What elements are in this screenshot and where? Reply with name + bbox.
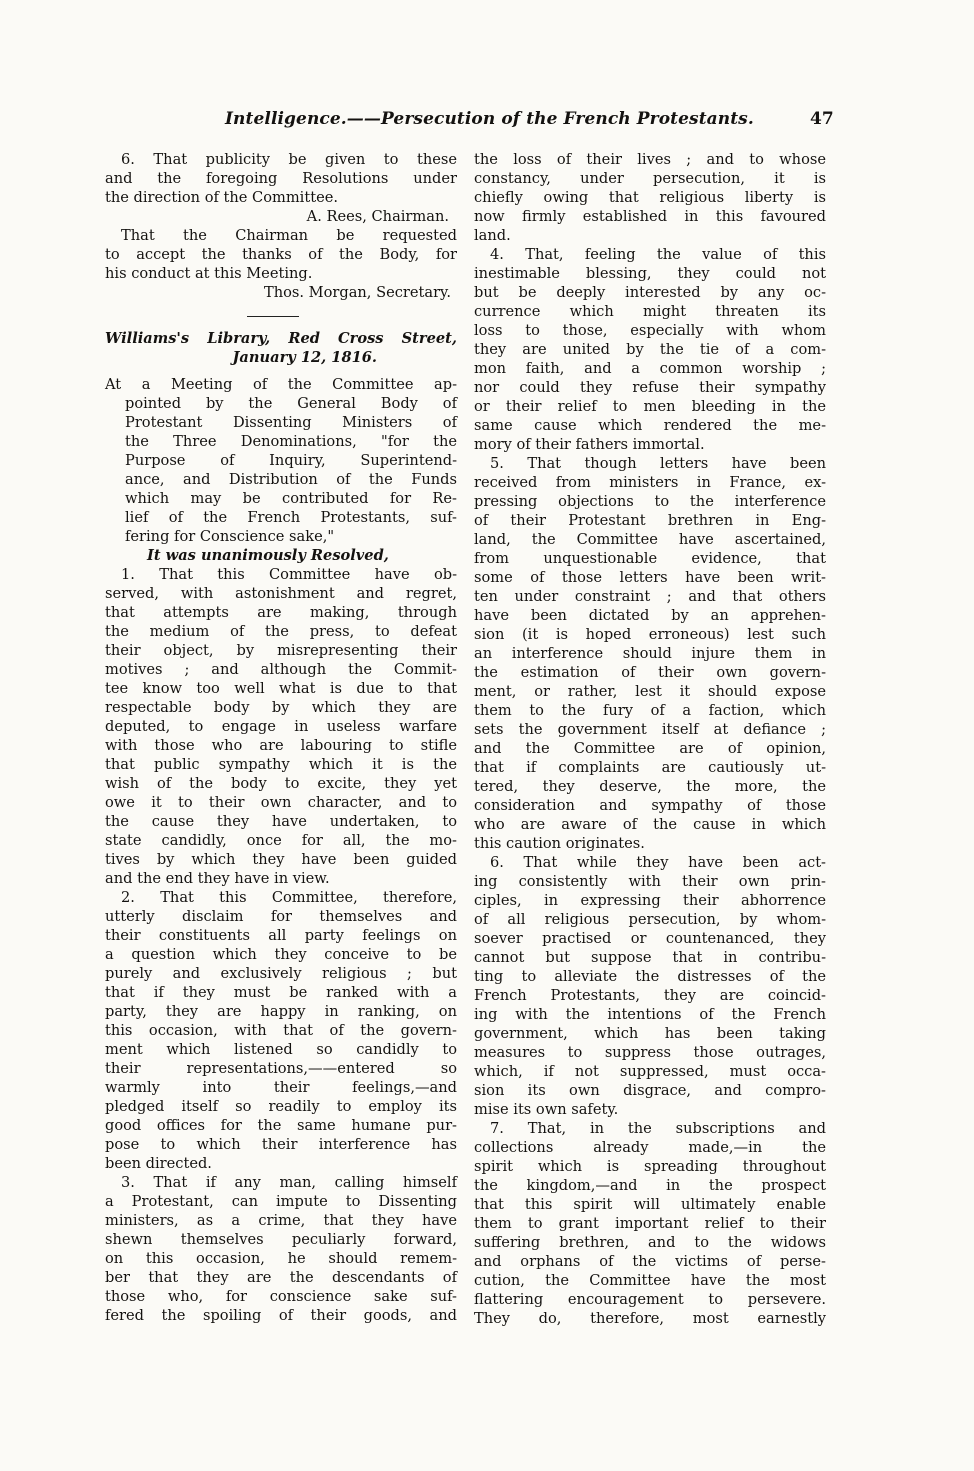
text-line: ministers, as a crime, that they have xyxy=(105,1212,457,1229)
text-line: that if complaints are cautiously ut- xyxy=(474,759,826,776)
text-line: currence which might threaten its xyxy=(474,303,826,320)
text-line: of their Protestant brethren in Eng- xyxy=(474,512,826,529)
text-line: owe it to their own character, and to xyxy=(105,794,457,811)
text-line: or their relief to men bleeding in the xyxy=(474,398,826,415)
text-line: 4. That, feeling the value of this xyxy=(490,246,826,263)
text-line: their constituents all party feelings on xyxy=(105,927,457,944)
text-line: utterly disclaim for themselves and xyxy=(105,908,457,925)
text-line: a Protestant, can impute to Dissenting xyxy=(105,1193,457,1210)
text-line: ciples, in expressing their abhorrence xyxy=(474,892,826,909)
text-line: state candidly, once for all, the mo- xyxy=(105,832,457,849)
text-line: ing with the intentions of the French xyxy=(474,1006,826,1023)
text-line: cution, the Committee have the most xyxy=(474,1272,826,1289)
text-line: sion its own disgrace, and compro- xyxy=(474,1082,826,1099)
text-line: 6. That while they have been act- xyxy=(490,854,826,871)
text-line: 5. That though letters have been xyxy=(490,455,826,472)
text-line: ance, and Distribution of the Funds xyxy=(125,471,457,488)
text-line: mise its own safety. xyxy=(474,1101,619,1118)
text-line: and the Committee are of opinion, xyxy=(474,740,826,757)
text-line: inestimable blessing, they could not xyxy=(474,265,826,282)
text-line: ting to alleviate the distresses of the xyxy=(474,968,826,985)
running-title: Intelligence.——Persecution of the French Protestants. xyxy=(225,109,754,129)
text-line: respectable body by which they are xyxy=(105,699,457,716)
text-line: land. xyxy=(474,227,511,244)
resolution-heading: It was unanimously Resolved, xyxy=(147,547,389,564)
spacer xyxy=(105,367,457,375)
text-line: ment, or rather, lest it should expose xyxy=(474,683,826,700)
text-line: but be deeply interested by any oc- xyxy=(474,284,826,301)
text-line: those who, for conscience sake suf- xyxy=(105,1288,457,1305)
text-line: tives by which they have been guided xyxy=(105,851,457,868)
chairman-signature: A. Rees, Chairman. xyxy=(306,208,449,225)
text-line: good offices for the same humane pur- xyxy=(105,1117,457,1134)
text-line: cannot but suppose that in contribu- xyxy=(474,949,826,966)
text-line: pointed by the General Body of xyxy=(125,395,457,412)
text-line: sion (it is hoped erroneous) lest such xyxy=(474,626,826,643)
text-line: That the Chairman be requested xyxy=(121,227,457,244)
text-line: received from ministers in France, ex- xyxy=(474,474,826,491)
text-line: the estimation of their own govern- xyxy=(474,664,826,681)
text-line: shewn themselves peculiarly forward, xyxy=(105,1231,457,1248)
text-line: ing consistently with their own prin- xyxy=(474,873,826,890)
text-line: and orphans of the victims of perse- xyxy=(474,1253,826,1270)
text-line: and the end they have in view. xyxy=(105,870,330,887)
text-line: nor could they refuse their sympathy xyxy=(474,379,826,396)
text-line: fering for Conscience sake," xyxy=(125,528,335,545)
text-line: who are aware of the cause in which xyxy=(474,816,826,833)
text-line: purely and exclusively religious ; but xyxy=(105,965,457,982)
text-line: Protestant Dissenting Ministers of xyxy=(125,414,457,431)
right-column xyxy=(474,150,826,1328)
text-line: chiefly owing that religious liberty is xyxy=(474,189,826,206)
text-line: They do, therefore, most earnestly xyxy=(474,1310,826,1327)
text-line: their object, by misrepresenting their xyxy=(105,642,457,659)
text-line: collections already made,—in the xyxy=(474,1139,826,1156)
text-line: a question which they conceive to be xyxy=(105,946,457,963)
text-line: deputed, to engage in useless warfare xyxy=(105,718,457,735)
text-line: on this occasion, he should remem- xyxy=(105,1250,457,1267)
text-line: 6. That publicity be given to these xyxy=(121,151,457,168)
text-line: spirit which is spreading throughout xyxy=(474,1158,826,1175)
text-line: now firmly established in this favoured xyxy=(474,208,826,225)
text-line: the kingdom,—and in the prospect xyxy=(474,1177,826,1194)
text-line: sets the government itself at defiance ; xyxy=(474,721,826,738)
text-line: suffering brethren, and to the widows xyxy=(474,1234,826,1251)
text-line: consideration and sympathy of those xyxy=(474,797,826,814)
text-line: measures to suppress those outrages, xyxy=(474,1044,826,1061)
text-line: lief of the French Protestants, suf- xyxy=(125,509,457,526)
text-line: mory of their fathers immortal. xyxy=(474,436,705,453)
text-line: ment which listened so candidly to xyxy=(105,1041,457,1058)
text-line: 3. That if any man, calling himself xyxy=(121,1174,457,1191)
text-line: pose to which their interference has xyxy=(105,1136,457,1153)
text-line: the medium of the press, to defeat xyxy=(105,623,457,640)
text-line: the cause they have undertaken, to xyxy=(105,813,457,830)
text-line: ber that they are the descendants of xyxy=(105,1269,457,1286)
text-line: of all religious persecution, by whom- xyxy=(474,911,826,928)
text-line: party, they are happy in ranking, on xyxy=(105,1003,457,1020)
text-line: flattering encouragement to persevere. xyxy=(474,1291,826,1308)
text-line: the direction of the Committee. xyxy=(105,189,338,206)
text-line: some of those letters have been writ- xyxy=(474,569,826,586)
text-line: with those who are labouring to stifle xyxy=(105,737,457,754)
text-line: have been dictated by an apprehen- xyxy=(474,607,826,624)
text-line: fered the spoiling of their goods, and xyxy=(105,1307,457,1324)
text-line: that this spirit will ultimately enable xyxy=(474,1196,826,1213)
text-line: soever practised or countenanced, they xyxy=(474,930,826,947)
secretary-signature: Thos. Morgan, Secretary. xyxy=(263,284,451,301)
text-line: 1. That this Committee have ob- xyxy=(121,566,457,583)
text-line: pressing objections to the interference xyxy=(474,493,826,510)
text-line: been directed. xyxy=(105,1155,212,1172)
text-line: an interference should injure them in xyxy=(474,645,826,662)
text-line: this caution originates. xyxy=(474,835,645,852)
text-line: this occasion, with that of the govern- xyxy=(105,1022,457,1039)
text-line: them to the fury of a faction, which xyxy=(474,702,826,719)
text-line: mon faith, and a common worship ; xyxy=(474,360,826,377)
text-line: pledged itself so readily to employ its xyxy=(105,1098,457,1115)
text-line: warmly into their feelings,—and xyxy=(105,1079,457,1096)
text-line: the loss of their lives ; and to whose xyxy=(474,151,826,168)
text-line: that if they must be ranked with a xyxy=(105,984,457,1001)
spacer xyxy=(105,321,457,329)
section-date: January 12, 1816. xyxy=(232,349,377,366)
text-line: their representations,——entered so xyxy=(105,1060,457,1077)
text-line: which may be contributed for Re- xyxy=(125,490,457,507)
text-line: 7. That, in the subscriptions and xyxy=(490,1120,826,1137)
text-line: and the foregoing Resolutions under xyxy=(105,170,457,187)
text-line: served, with astonishment and regret, xyxy=(105,585,457,602)
text-line: that public sympathy which it is the xyxy=(105,756,457,773)
text-line: his conduct at this Meeting. xyxy=(105,265,313,282)
text-line: tee know too well what is due to that xyxy=(105,680,457,697)
text-line: from unquestionable evidence, that xyxy=(474,550,826,567)
text-line: wish of the body to excite, they yet xyxy=(105,775,457,792)
text-line: the Three Denominations, "for the xyxy=(125,433,457,450)
text-line: them to grant important relief to their xyxy=(474,1215,826,1232)
page-number: 47 xyxy=(810,109,834,129)
text-line: 2. That this Committee, therefore, xyxy=(121,889,457,906)
section-heading: Williams's Library, Red Cross Street, xyxy=(105,330,457,347)
section-divider xyxy=(105,302,457,321)
text-line: Purpose of Inquiry, Superintend- xyxy=(125,452,457,469)
text-line: ten under constraint ; and that others xyxy=(474,588,826,605)
text-line: At a Meeting of the Committee ap- xyxy=(105,376,457,393)
text-line: they are united by the tie of a com- xyxy=(474,341,826,358)
text-line: which, if not suppressed, must occa- xyxy=(474,1063,826,1080)
text-line: tered, they deserve, the more, the xyxy=(474,778,826,795)
text-line: motives ; and although the Commit- xyxy=(105,661,457,678)
running-header xyxy=(225,109,834,135)
text-line: constancy, under persecution, it is xyxy=(474,170,826,187)
text-line: government, which has been taking xyxy=(474,1025,826,1042)
text-line: to accept the thanks of the Body, for xyxy=(105,246,457,263)
text-line: loss to those, especially with whom xyxy=(474,322,826,339)
text-line: land, the Committee have ascertained, xyxy=(474,531,826,548)
text-line: French Protestants, they are coincid- xyxy=(474,987,826,1004)
text-line: that attempts are making, through xyxy=(105,604,457,621)
text-line: same cause which rendered the me- xyxy=(474,417,826,434)
left-column xyxy=(105,150,457,1325)
